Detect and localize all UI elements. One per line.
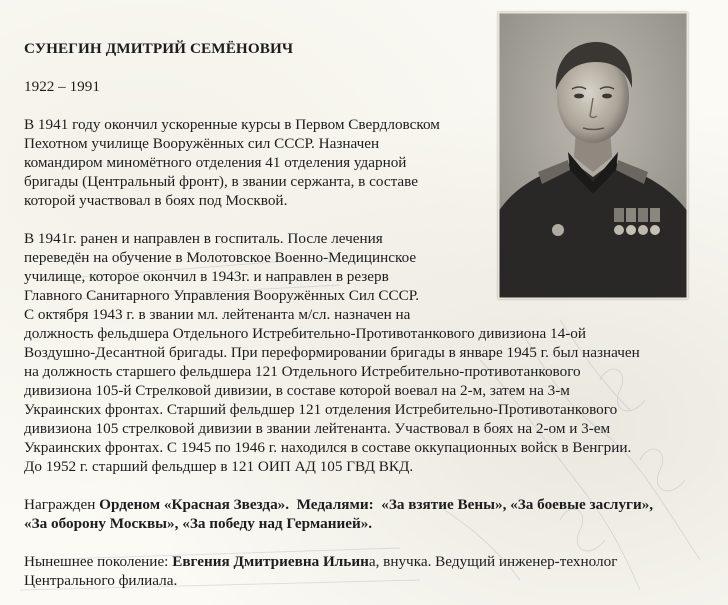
awards-paragraph bbox=[24, 495, 724, 533]
text-line: училище, которое окончил в 1943г. и направлен в резерв bbox=[24, 268, 389, 285]
life-years: 1922 – 1991 bbox=[24, 78, 100, 95]
award-medals-line-2: «За оборону Москвы», «За победу над Германией». bbox=[24, 515, 373, 532]
text-line: В 1941г. ранен и направлен в госпиталь. После лечения bbox=[24, 230, 383, 247]
award-medals-line-1: «За взятие Вены», «За боевые заслуги», bbox=[381, 496, 654, 513]
text-line: Украинских фронтах. Старший фельдшер 121 отделения Истребительно-Противотанкового bbox=[24, 401, 618, 418]
text-line: С октября 1943 г. в звании мл. лейтенанта м/сл. назначен на bbox=[24, 306, 411, 323]
text-line: До 1952 г. старший фельдшер в 121 ОИП АД 105 ГВД ВКД. bbox=[24, 458, 414, 475]
descendant-description: а, внучка. Ведущий инженер-технолог bbox=[368, 553, 618, 570]
text-line: на должность старшего фельдшера 121 Отдельного Истребительно-противотанкового bbox=[24, 363, 581, 380]
bio-paragraph-1 bbox=[24, 115, 484, 210]
award-order: Орденом «Красная Звезда». bbox=[99, 496, 290, 513]
text-line: должность фельдшера Отдельного Истребительно-Противотанкового дивизиона 14-ой bbox=[24, 325, 586, 342]
text-line: Воздушно-Десантной бригады. При переформировании бригады в январе 1945 г. был назначен bbox=[24, 344, 640, 361]
awards-prefix: Награжден bbox=[24, 496, 100, 513]
text-line: переведён на обучение в Молотовское Военно-Медицинское bbox=[24, 249, 417, 266]
text-line: бригады (Центральный фронт), в звании сержанта, в составе bbox=[24, 173, 418, 190]
generation-paragraph bbox=[24, 552, 724, 590]
text-line: командиром миномётного отделения 41 отделения ударной bbox=[24, 154, 407, 171]
text-line: В 1941 году окончил ускоренные курсы в Первом Свердловском bbox=[24, 116, 440, 133]
bio-paragraph-2 bbox=[24, 229, 724, 476]
text-line: Украинских фронтах. С 1945 по 1946 г. находился в составе оккупационных войск в Венгрии. bbox=[24, 439, 632, 456]
text-line: дивизиона 105 стрелковой дивизии в звании лейтенанта. Участвовал в боях на 2-ом и 3-ем bbox=[24, 420, 611, 437]
text-line: Пехотном училище Вооружённых сил СССР. Назначен bbox=[24, 135, 380, 152]
descendant-name: Евгения Дмитриевна Ильин bbox=[172, 553, 369, 570]
text-line: Главного Санитарного Управления Вооружённых Сил СССР. bbox=[24, 287, 420, 304]
text-line: Центрального филиала. bbox=[24, 572, 178, 589]
text-line: дивизиона 105-й Стрелковой дивизии, в составе которой воевал на 2-м, затем на 3-м bbox=[24, 382, 570, 399]
awards-medals-label: Медалями: bbox=[289, 496, 382, 513]
biography-text bbox=[24, 39, 724, 590]
person-name: СУНЕГИН ДМИТРИЙ СЕМЁНОВИЧ bbox=[24, 40, 294, 57]
text-line: которой участвовал в боях под Москвой. bbox=[24, 192, 288, 209]
generation-prefix: Нынешнее поколение: bbox=[24, 553, 173, 570]
